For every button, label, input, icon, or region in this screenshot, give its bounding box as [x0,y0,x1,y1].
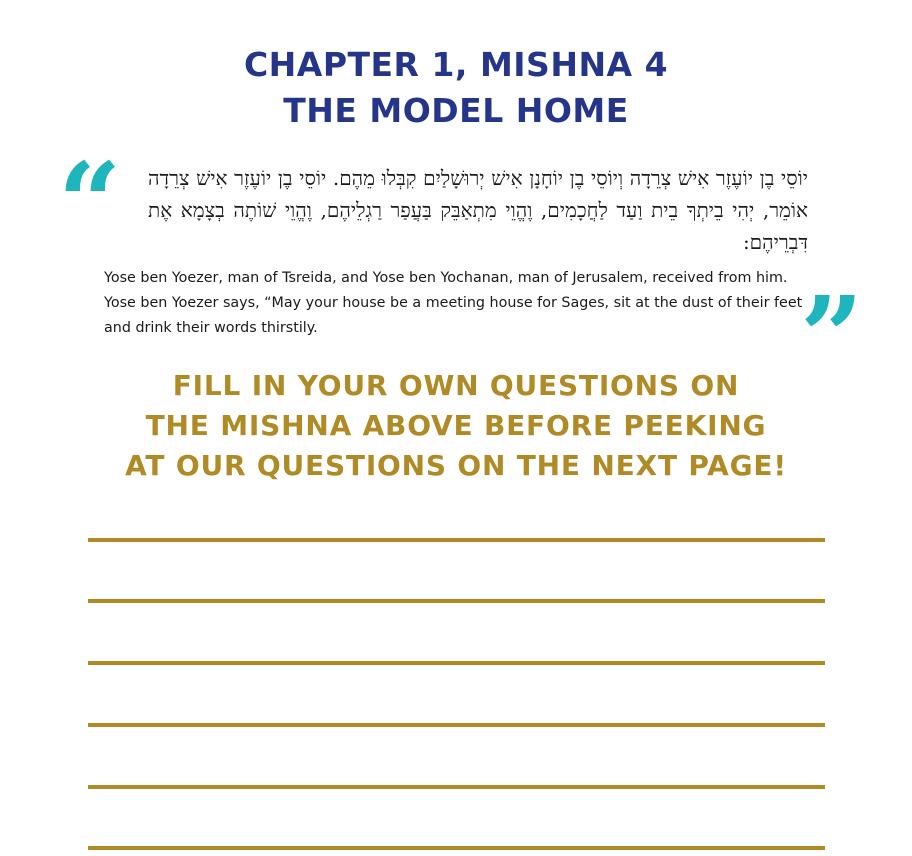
instruction-line: AT OUR QUESTIONS ON THE NEXT PAGE! [125,449,787,482]
answer-line[interactable] [88,661,825,665]
instruction-line: FILL IN YOUR OWN QUESTIONS ON [172,369,740,402]
answer-line[interactable] [88,846,825,850]
title-line-chapter: CHAPTER 1, MISHNA 4 [243,45,669,84]
instruction-line: THE MISHNA ABOVE BEFORE PEEKING [145,409,767,442]
page-title [0,42,912,134]
mishna-hebrew-text: יוֹסֵי בֶן יוֹעֶזֶר אִישׁ צְרֵדָה וְיוֹסֵי בֶן יוֹחָנָן אִישׁ יְרוּשָׁלַיִם קִבְּלוּ מֵהֶם. יוֹסֵי בֶן יוֹעֶזֶר אִישׁ צְרֵדָה אוֹמֵר, יְהִי בֵיתְךָ בֵית וַעַד לַחֲכָמִים, וֶהֱוֵי מִתְאַבֵּק בַּעֲפַר רַגְלֵיהֶם, וֶהֱוֵי שׁוֹתֶה בְצָמָא אֶת דִּבְרֵיהֶם: [148,166,808,254]
answer-line[interactable] [88,723,825,727]
instruction-heading [0,366,912,486]
answer-line[interactable] [88,599,825,603]
answer-line[interactable] [88,785,825,789]
answer-line[interactable] [88,538,825,542]
title-line-name: THE MODEL HOME [283,91,629,130]
mishna-english-translation: Yose ben Yoezer, man of Tsreida, and Yose ben Yochanan, man of Jerusalem, received from him. Yose ben Yoezer says, “May your house be a meeting house for Sages, sit at the dust of their feet and drink their words thirstily. [104,270,803,336]
close-quote-icon: ” [800,272,864,401]
open-quote-icon: “ [58,138,122,267]
